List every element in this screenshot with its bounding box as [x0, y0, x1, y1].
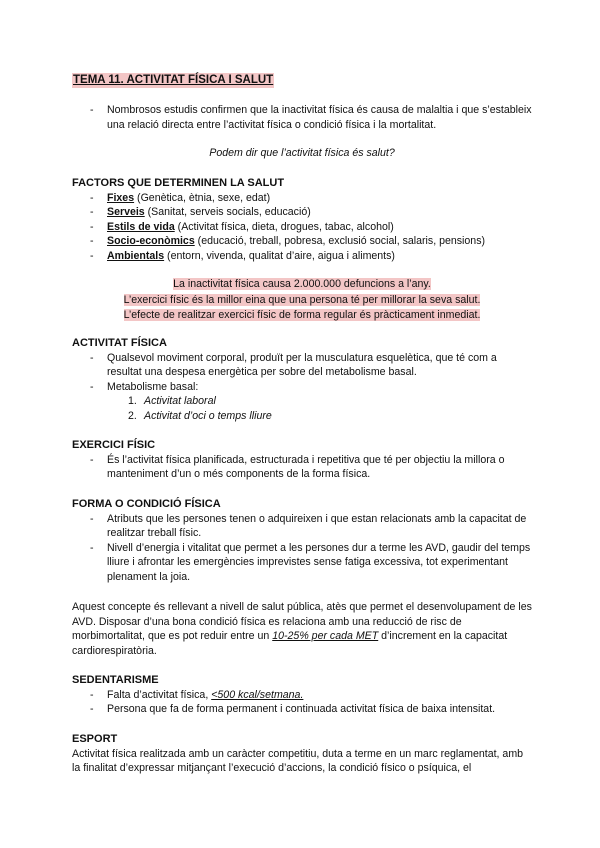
sedentarisme-item: - Falta d’activitat física, <500 kcal/setmana. [72, 688, 532, 703]
activitat-item: - Metabolisme basal: [72, 380, 532, 395]
factor-item: - Estils de vida (Activitat física, dieta, drogues, tabac, alcohol) [72, 220, 532, 235]
exercici-item: - És l’activitat física planificada, estructurada i repetitiva que té per objectiu la millora o manteniment d’un o més components de la forma física. [72, 453, 532, 482]
factor-item: - Serveis (Sanitat, serveis socials, educació) [72, 205, 532, 220]
activitat-heading: ACTIVITAT FÍSICA [72, 337, 167, 349]
sedentarisme-section [72, 673, 532, 717]
public-health-paragraph: Aquest concepte és rellevant a nivell de salut pública, atès que permet el desenvolupament de les AVD. Disposar d’una bona condició física es relaciona amb una reducció de risc de morbimortalitat, que es pot reduir entre un 10-25% per cada MET d’increment en la capacitat cardiorespiratòria. [72, 601, 532, 657]
sub-item: 1. Activitat laboral [128, 395, 216, 407]
factor-item: - Ambientals (entorn, vivenda, qualitat d’aire, aigua i aliments) [72, 249, 532, 264]
forma-item: - Atributs que les persones tenen o adquireixen i que estan relacionats amb la capacitat de realitzar treball físic. [72, 512, 532, 541]
factor-item: - Fixes (Genètica, ètnia, sexe, edat) [72, 191, 532, 206]
sub-item: 2. Activitat d’oci o temps lliure [128, 409, 272, 422]
factors-section [72, 176, 532, 263]
forma-item: - Nivell d’energia i vitalitat que permet a les persones dur a terme les AVD, gaudir del temps lliure i afrontar les emergències imprevistes sense fatiga excessiva, tot experimentant plenament la joia. [72, 541, 532, 585]
highlight-line: La inactivitat física causa 2.000.000 defuncions a l’any. [173, 278, 431, 290]
highlight-line: L’exercici físic és la millor eina que una persona té per millorar la seva salut. [123, 293, 481, 306]
highlight-block [72, 277, 532, 324]
activitat-item: - Qualsevol moviment corporal, produït per la musculatura esquelètica, que té com a resultat una despesa energètica per sobre del metabolisme basal. [72, 351, 532, 380]
intro-block [72, 103, 532, 132]
forma-heading: FORMA O CONDICIÓ FÍSICA [72, 498, 221, 510]
activitat-section [72, 336, 532, 423]
factor-item: - Socio-econòmics (educació, treball, pobresa, exclusió social, salaris, pensions) [72, 234, 532, 249]
question-text: Podem dir que l’activitat física és salut? [209, 147, 395, 159]
exercici-heading: EXERCICI FÍSIC [72, 439, 156, 451]
forma-section [72, 497, 532, 584]
page-title: TEMA 11. ACTIVITAT FÍSICA I SALUT [73, 74, 274, 86]
highlight-line: L’efecte de realitzar exercici físic de forma regular és pràcticament inmediat. [123, 309, 481, 321]
sedentarisme-item: - Persona que fa de forma permanent i continuada activitat física de baixa intensitat. [72, 702, 532, 717]
esport-text: Activitat física realitzada amb un caràcter competitiu, duta a terme en un marc reglamentat, amb la finalitat d’expressar mitjançant l’execució d’accions, la condició físico o psíquica, el [72, 747, 524, 774]
intro-text: - Nombrosos estudis confirmen que la inactivitat física és causa de malaltia i que s’estableix una relació directa entre l’activitat física o condició física i la mortalitat. [72, 103, 532, 132]
exercici-section [72, 438, 532, 482]
esport-section [72, 732, 532, 776]
sedentarisme-heading: SEDENTARISME [72, 674, 159, 686]
met-emphasis: 10-25% per cada MET [272, 630, 379, 642]
factors-heading: FACTORS QUE DETERMINEN LA SALUT [72, 177, 285, 189]
esport-heading: ESPORT [72, 733, 118, 745]
